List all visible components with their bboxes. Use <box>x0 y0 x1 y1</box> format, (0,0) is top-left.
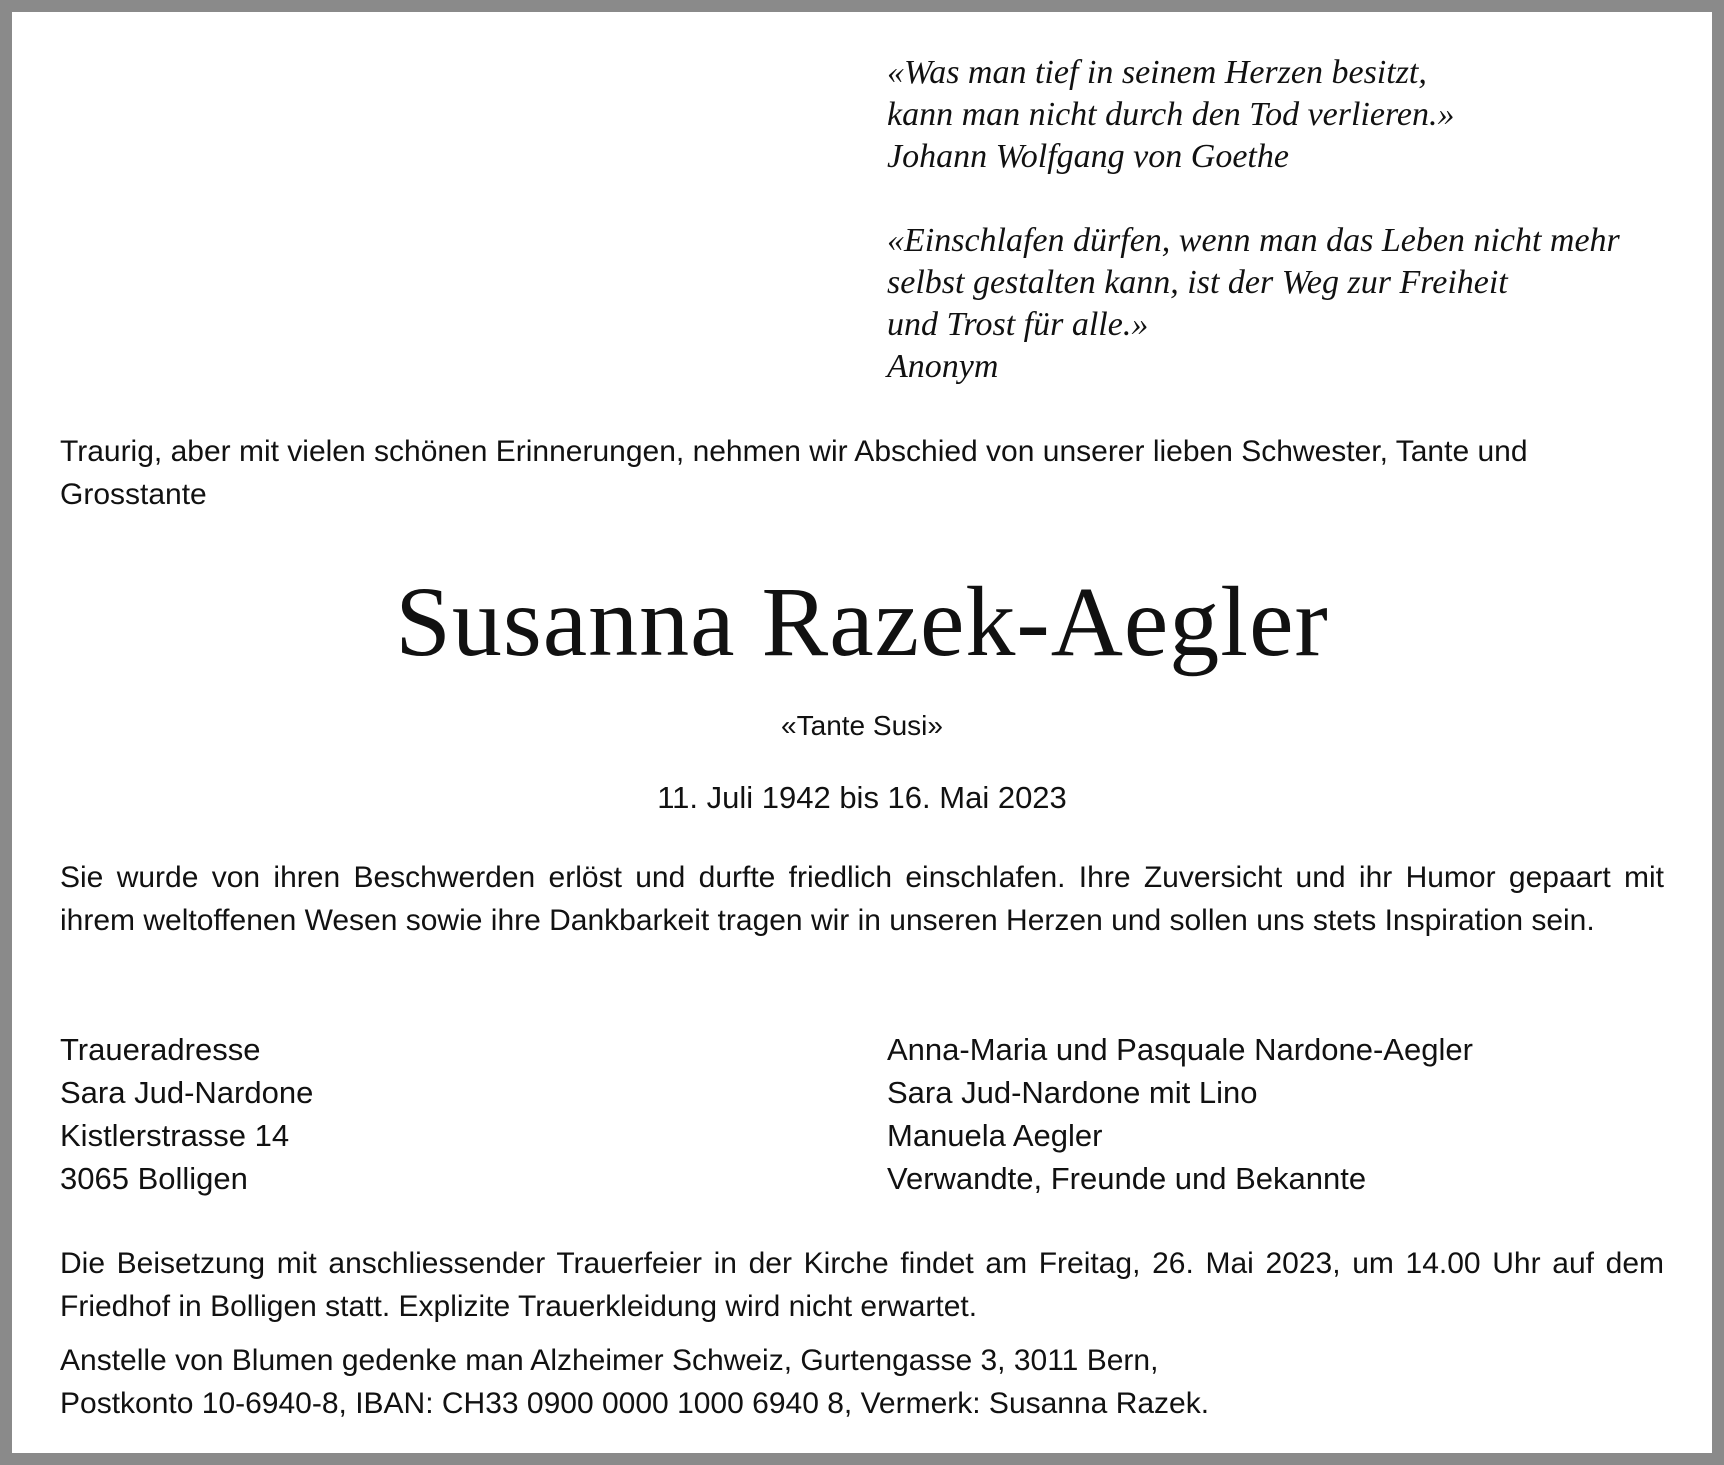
donation-info <box>60 1339 1664 1425</box>
bio-text: Sie wurde von ihren Beschwerden erlöst und durfte friedlich einschlafen. Ihre Zuversicht und ihr Humor gepaart mit ihrem weltoffenen Wesen sowie ihre Dankbarkeit tragen wir in unseren Herzen und sollen uns stets Inspiration sein. <box>60 861 1664 937</box>
goethe-quote <box>887 52 1687 178</box>
address-line: Kistlerstrasse 14 <box>60 1118 290 1153</box>
address-line: Sara Jud-Nardone <box>60 1075 314 1110</box>
quote-author: Anonym <box>887 348 999 385</box>
intro-text: Traurig, aber mit vielen schönen Erinnerungen, nehmen wir Abschied von unserer lieben Schwester, Tante und Grosstante <box>60 435 1528 511</box>
family-member: Verwandte, Freunde und Bekannte <box>887 1161 1367 1196</box>
family-member: Sara Jud-Nardone mit Lino <box>887 1075 1258 1110</box>
mourning-address <box>60 1028 760 1200</box>
quotes-section <box>887 52 1687 388</box>
nickname: «Tante Susi» <box>781 710 943 741</box>
life-dates: 11. Juli 1942 bis 16. Mai 2023 <box>657 780 1067 815</box>
quote-line: selbst gestalten kann, ist der Weg zur Freiheit <box>887 264 1508 301</box>
quote-line: «Einschlafen dürfen, wenn man das Leben nicht mehr <box>887 222 1620 259</box>
address-line: 3065 Bolligen <box>60 1161 248 1196</box>
address-label: Traueradresse <box>60 1032 261 1067</box>
deceased-name: Susanna Razek-Aegler <box>395 566 1329 677</box>
donation-line: Anstelle von Blumen gedenke man Alzheimer Schweiz, Gurtengasse 3, 3011 Bern, <box>60 1344 1159 1377</box>
quote-line: «Was man tief in seinem Herzen besitzt, <box>887 54 1427 91</box>
donation-line: Postkonto 10-6940-8, IBAN: CH33 0900 0000 1000 6940 8, Vermerk: Susanna Razek. <box>60 1387 1210 1420</box>
funeral-info: Die Beisetzung mit anschliessender Trauerfeier in der Kirche findet am Freitag, 26. Mai 2023, um 14.00 Uhr auf dem Friedhof in Bolligen statt. Explizite Trauerkleidung wird nicht erwartet. <box>60 1247 1664 1323</box>
anonymous-quote <box>887 220 1687 388</box>
quote-line: und Trost für alle.» <box>887 306 1149 343</box>
obituary-notice <box>12 12 1712 1453</box>
family-member: Manuela Aegler <box>887 1118 1103 1153</box>
quote-line: kann man nicht durch den Tod verlieren.» <box>887 96 1455 133</box>
family-list <box>887 1028 1687 1200</box>
quote-author: Johann Wolfgang von Goethe <box>887 138 1289 175</box>
family-member: Anna-Maria und Pasquale Nardone-Aegler <box>887 1032 1473 1067</box>
